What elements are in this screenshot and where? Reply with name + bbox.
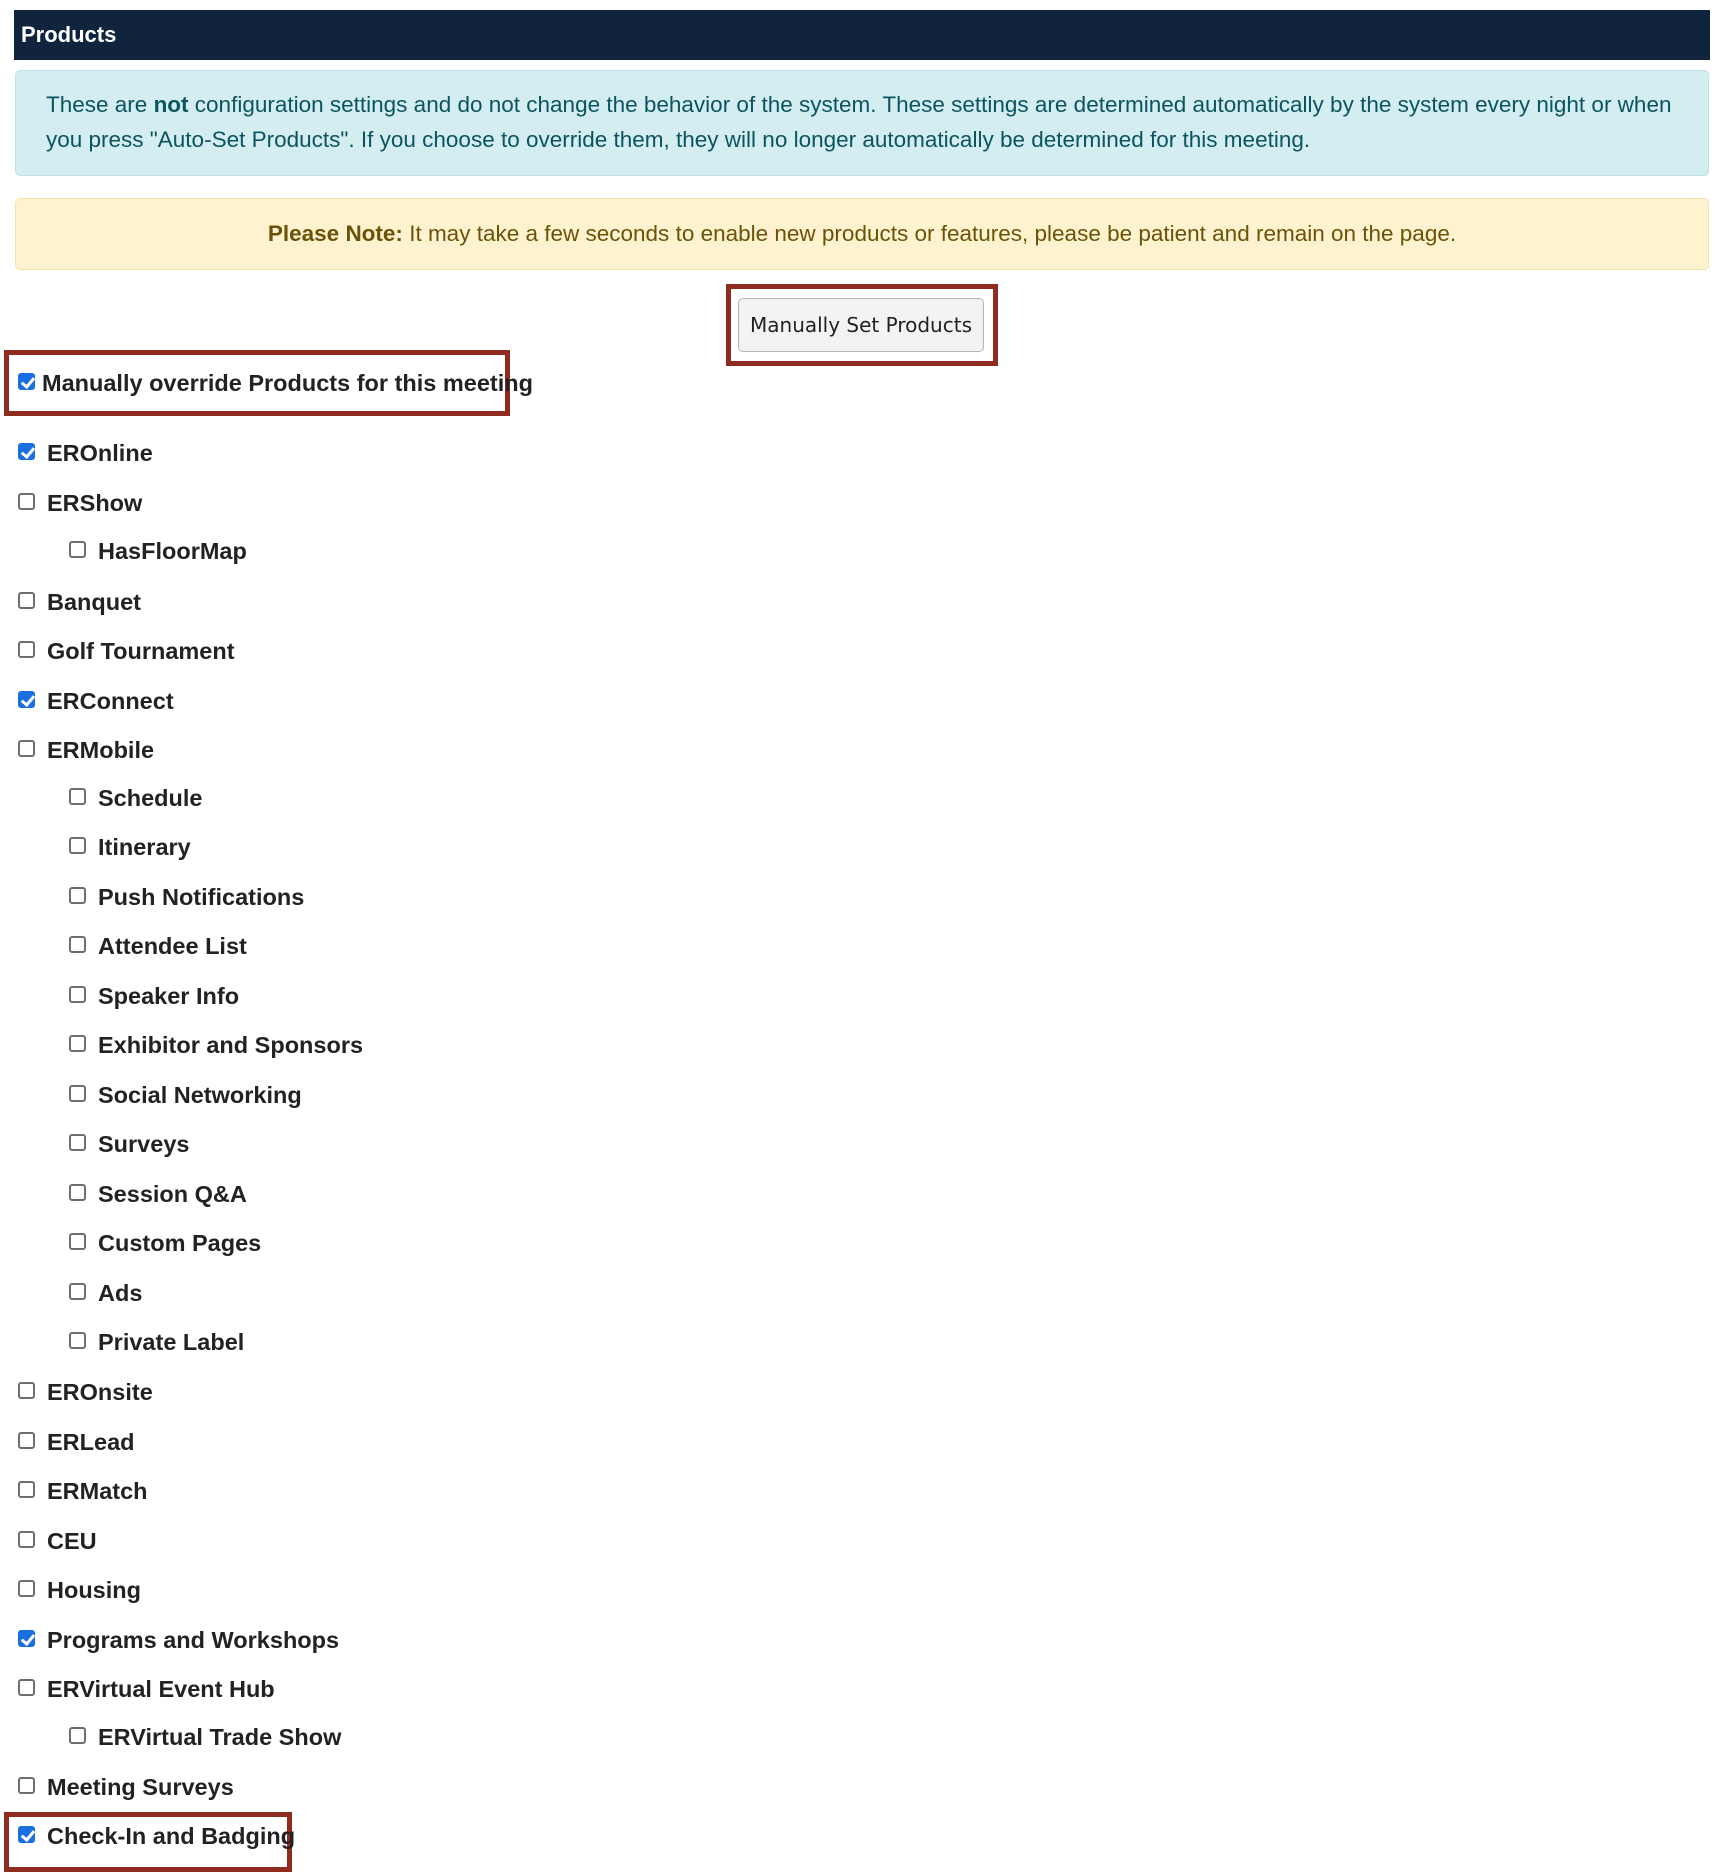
product-label: Surveys bbox=[98, 1130, 190, 1157]
product-label: Private Label bbox=[98, 1328, 245, 1355]
product-label: ERConnect bbox=[47, 687, 174, 714]
info-text-line1: configuration settings and do not change the behavior of the system. These settings are determined automatically by the system every night or when bbox=[188, 92, 1672, 117]
product-label: Programs and Workshops bbox=[47, 1626, 340, 1653]
product-row[interactable] bbox=[69, 1719, 341, 1755]
product-label: Push Notifications bbox=[98, 883, 305, 910]
product-checkbox[interactable] bbox=[69, 1283, 86, 1300]
product-row[interactable] bbox=[69, 978, 239, 1014]
product-label: EROnsite bbox=[47, 1378, 153, 1405]
product-checkbox[interactable] bbox=[18, 493, 35, 510]
product-checkbox[interactable] bbox=[18, 1826, 35, 1843]
info-alert bbox=[15, 70, 1709, 176]
product-row[interactable] bbox=[18, 435, 153, 471]
product-checkbox[interactable] bbox=[69, 837, 86, 854]
product-checkbox[interactable] bbox=[18, 443, 35, 460]
product-row[interactable] bbox=[18, 1622, 339, 1658]
product-row[interactable] bbox=[18, 1818, 295, 1854]
product-row[interactable] bbox=[69, 1324, 244, 1360]
product-row[interactable] bbox=[18, 1572, 141, 1608]
product-row[interactable] bbox=[69, 780, 202, 816]
products-header bbox=[14, 10, 1710, 60]
product-row[interactable] bbox=[69, 1126, 189, 1162]
product-row[interactable] bbox=[69, 879, 304, 915]
product-row[interactable] bbox=[69, 928, 247, 964]
product-row[interactable] bbox=[18, 485, 142, 521]
product-row[interactable] bbox=[18, 1473, 148, 1509]
product-row[interactable] bbox=[18, 633, 235, 669]
product-label: Speaker Info bbox=[98, 982, 240, 1009]
product-checkbox[interactable] bbox=[18, 1777, 35, 1794]
product-row[interactable] bbox=[69, 1176, 247, 1212]
product-checkbox[interactable] bbox=[18, 592, 35, 609]
product-checkbox[interactable] bbox=[18, 1432, 35, 1449]
product-label: HasFloorMap bbox=[98, 537, 247, 564]
product-checkbox[interactable] bbox=[69, 1134, 86, 1151]
product-row[interactable] bbox=[18, 1374, 153, 1410]
product-checkbox[interactable] bbox=[69, 986, 86, 1003]
manually-set-products-button[interactable]: Manually Set Products bbox=[738, 298, 984, 352]
product-label: Attendee List bbox=[98, 932, 247, 959]
product-checkbox[interactable] bbox=[69, 541, 86, 558]
product-checkbox[interactable] bbox=[18, 1382, 35, 1399]
info-text-before: These are bbox=[46, 92, 154, 117]
product-label: ERMobile bbox=[47, 736, 155, 763]
product-label: Custom Pages bbox=[98, 1229, 262, 1256]
product-label: Session Q&A bbox=[98, 1180, 247, 1207]
product-row[interactable] bbox=[69, 533, 247, 569]
product-checkbox[interactable] bbox=[18, 1679, 35, 1696]
product-label: Ads bbox=[98, 1279, 143, 1306]
product-checkbox[interactable] bbox=[18, 740, 35, 757]
product-checkbox[interactable] bbox=[69, 1233, 86, 1250]
product-checkbox[interactable] bbox=[18, 641, 35, 658]
product-row[interactable] bbox=[18, 584, 141, 620]
product-checkbox[interactable] bbox=[69, 1035, 86, 1052]
info-bold-word: not bbox=[153, 92, 189, 117]
info-text-line2: you press "Auto-Set Products". If you choose to override them, they will no longer automatically be determined for this meeting. bbox=[46, 127, 1311, 152]
product-row[interactable] bbox=[18, 1769, 234, 1805]
product-label: ERVirtual Event Hub bbox=[47, 1675, 275, 1702]
product-checkbox[interactable] bbox=[69, 1184, 86, 1201]
override-label: Manually override Products for this meeting bbox=[42, 369, 533, 396]
product-label: Check-In and Badging bbox=[47, 1822, 296, 1849]
product-row[interactable] bbox=[18, 1671, 275, 1707]
override-checkbox-row[interactable] bbox=[18, 365, 533, 401]
product-checkbox[interactable] bbox=[69, 788, 86, 805]
warning-text: It may take a few seconds to enable new products or features, please be patient and remain on the page. bbox=[402, 221, 1457, 246]
product-checkbox[interactable] bbox=[69, 887, 86, 904]
product-label: Exhibitor and Sponsors bbox=[98, 1031, 364, 1058]
product-row[interactable] bbox=[69, 829, 191, 865]
override-checkbox[interactable] bbox=[18, 373, 35, 390]
warning-label: Please Note: bbox=[267, 221, 403, 246]
product-checkbox[interactable] bbox=[18, 691, 35, 708]
product-label: Itinerary bbox=[98, 833, 191, 860]
header-title: Products bbox=[21, 22, 117, 47]
product-label: Social Networking bbox=[98, 1081, 302, 1108]
product-checkbox[interactable] bbox=[69, 1332, 86, 1349]
product-row[interactable] bbox=[18, 1523, 97, 1559]
product-label: Schedule bbox=[98, 784, 203, 811]
product-row[interactable] bbox=[18, 732, 154, 768]
product-row[interactable] bbox=[18, 683, 174, 719]
product-label: Golf Tournament bbox=[47, 637, 235, 664]
product-row[interactable] bbox=[69, 1275, 142, 1311]
product-checkbox[interactable] bbox=[18, 1630, 35, 1647]
product-checkbox[interactable] bbox=[18, 1531, 35, 1548]
product-label: Housing bbox=[47, 1576, 141, 1603]
product-checkbox[interactable] bbox=[69, 1727, 86, 1744]
product-row[interactable] bbox=[69, 1225, 261, 1261]
product-label: ERShow bbox=[47, 489, 143, 516]
product-checkbox[interactable] bbox=[18, 1481, 35, 1498]
product-label: Banquet bbox=[47, 588, 141, 615]
product-label: Meeting Surveys bbox=[47, 1773, 234, 1800]
product-label: ERLead bbox=[47, 1428, 135, 1455]
product-label: EROnline bbox=[47, 439, 153, 466]
product-row[interactable] bbox=[18, 1424, 135, 1460]
product-checkbox[interactable] bbox=[18, 1580, 35, 1597]
product-row[interactable] bbox=[69, 1077, 302, 1113]
product-label: ERVirtual Trade Show bbox=[98, 1723, 342, 1750]
product-checkbox[interactable] bbox=[69, 1085, 86, 1102]
warning-alert bbox=[15, 198, 1709, 270]
product-row[interactable] bbox=[69, 1027, 363, 1063]
product-checkbox[interactable] bbox=[69, 936, 86, 953]
product-label: CEU bbox=[47, 1527, 97, 1554]
product-label: ERMatch bbox=[47, 1477, 148, 1504]
